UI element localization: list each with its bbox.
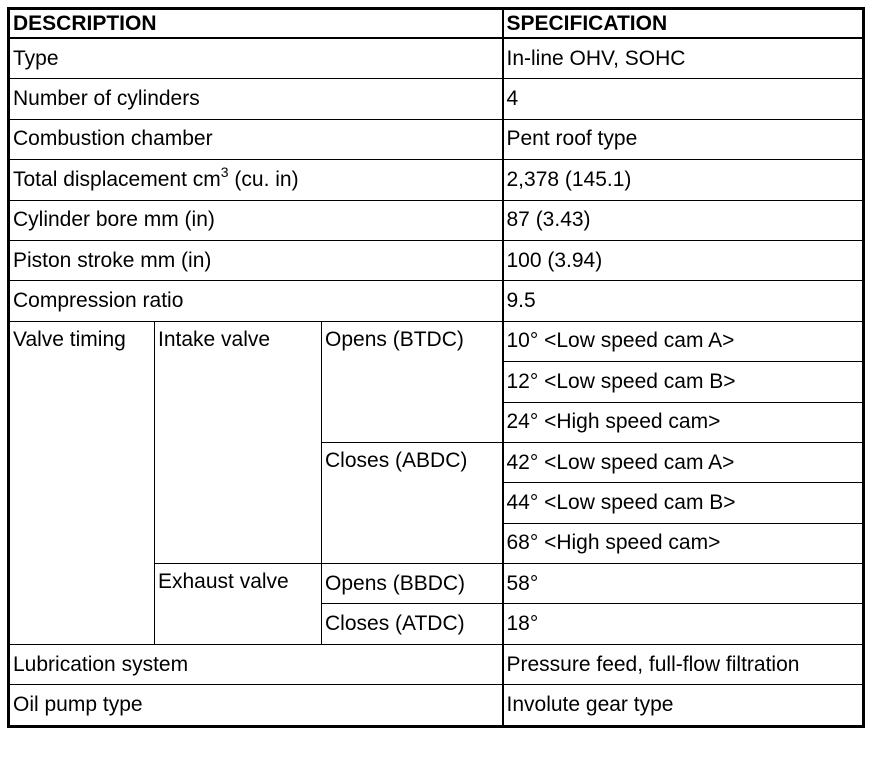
valve-timing-label: Valve timing: [9, 321, 155, 644]
header-description: DESCRIPTION: [9, 9, 503, 39]
row-label: Cylinder bore mm (in): [9, 200, 503, 240]
intake-opens-value: 24° <High speed cam>: [503, 402, 864, 442]
intake-opens-value: 12° <Low speed cam B>: [503, 362, 864, 402]
table-row: [9, 240, 864, 280]
row-value: 100 (3.94): [503, 240, 864, 280]
table-row: [9, 644, 864, 684]
cubic-superscript: 3: [220, 163, 229, 180]
row-label: [9, 160, 503, 200]
table-row: [9, 685, 864, 726]
intake-closes-label: Closes (ABDC): [322, 442, 503, 563]
row-value: In-line OHV, SOHC: [503, 38, 864, 79]
row-label: Type: [9, 38, 503, 79]
row-value: 87 (3.43): [503, 200, 864, 240]
row-value: 4: [503, 79, 864, 119]
row-value: Pressure feed, full-flow filtration: [503, 644, 864, 684]
table-row: [9, 79, 864, 119]
table-header-row: [9, 9, 864, 39]
exhaust-opens-label: Opens (BBDC): [322, 564, 503, 604]
intake-valve-label: Intake valve: [155, 321, 322, 563]
row-label: Number of cylinders: [9, 79, 503, 119]
intake-closes-value: 44° <Low speed cam B>: [503, 483, 864, 523]
intake-opens-label: Opens (BTDC): [322, 321, 503, 442]
row-label: Compression ratio: [9, 281, 503, 321]
header-specification: SPECIFICATION: [503, 9, 864, 39]
table-row: [9, 281, 864, 321]
row-label: Lubrication system: [9, 644, 503, 684]
displacement-label: Total displacement cm: [13, 167, 221, 191]
exhaust-closes-value: 18°: [503, 604, 864, 644]
engine-spec-table: [7, 7, 865, 728]
table-row: [9, 119, 864, 159]
table-row: [9, 321, 864, 361]
row-value: 9.5: [503, 281, 864, 321]
table-row: [9, 160, 864, 200]
row-value: Pent roof type: [503, 119, 864, 159]
row-label: Combustion chamber: [9, 119, 503, 159]
table-row: [9, 38, 864, 79]
spec-sheet: [7, 7, 865, 728]
exhaust-closes-label: Closes (ATDC): [322, 604, 503, 644]
intake-opens-value: 10° <Low speed cam A>: [503, 321, 864, 361]
row-label: Piston stroke mm (in): [9, 240, 503, 280]
row-value: Involute gear type: [503, 685, 864, 726]
intake-closes-value: 42° <Low speed cam A>: [503, 442, 864, 482]
displacement-unit: (cu. in): [228, 167, 299, 191]
exhaust-valve-label: Exhaust valve: [155, 564, 322, 645]
intake-closes-value: 68° <High speed cam>: [503, 523, 864, 563]
exhaust-opens-value: 58°: [503, 564, 864, 604]
table-row: [9, 200, 864, 240]
row-value: 2,378 (145.1): [503, 160, 864, 200]
row-label: Oil pump type: [9, 685, 503, 726]
